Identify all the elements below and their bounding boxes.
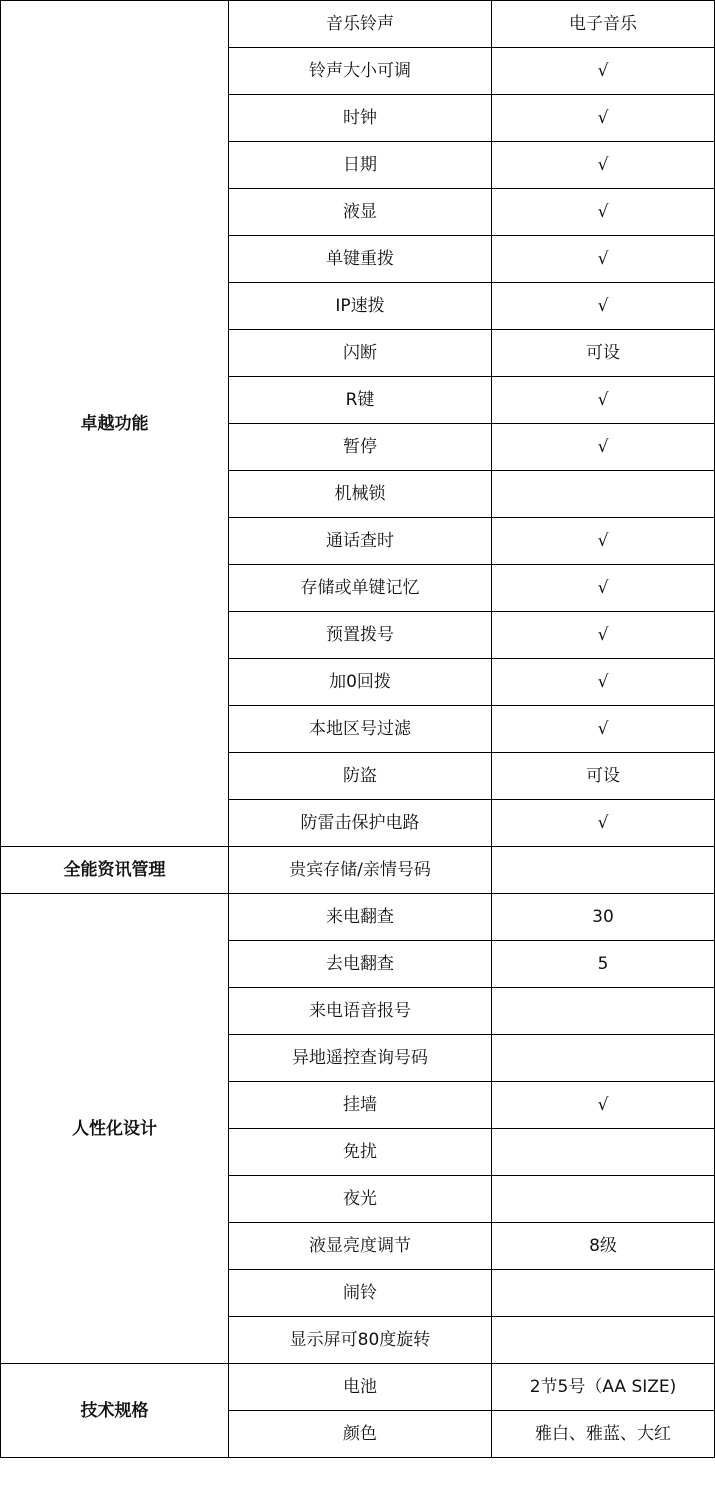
feature-cell: 显示屏可80度旋转 bbox=[229, 1317, 492, 1364]
feature-cell: 防盗 bbox=[229, 753, 492, 800]
feature-cell: 免扰 bbox=[229, 1129, 492, 1176]
spec-table-body bbox=[1, 1, 715, 1458]
feature-cell: 异地遥控查询号码 bbox=[229, 1035, 492, 1082]
feature-cell: 机械锁 bbox=[229, 471, 492, 518]
value-cell: 电子音乐 bbox=[492, 1, 715, 48]
table-row bbox=[1, 1364, 715, 1411]
feature-cell: 夜光 bbox=[229, 1176, 492, 1223]
value-cell: √ bbox=[492, 424, 715, 471]
category-cell: 人性化设计 bbox=[1, 894, 229, 1364]
value-cell bbox=[492, 1129, 715, 1176]
category-cell: 技术规格 bbox=[1, 1364, 229, 1458]
value-cell: √ bbox=[492, 95, 715, 142]
value-cell bbox=[492, 1035, 715, 1082]
value-cell: 30 bbox=[492, 894, 715, 941]
feature-cell: 来电翻查 bbox=[229, 894, 492, 941]
feature-cell: 时钟 bbox=[229, 95, 492, 142]
feature-cell: 音乐铃声 bbox=[229, 1, 492, 48]
value-cell: √ bbox=[492, 48, 715, 95]
value-cell bbox=[492, 1317, 715, 1364]
value-cell bbox=[492, 1176, 715, 1223]
category-cell: 卓越功能 bbox=[1, 1, 229, 847]
value-cell: √ bbox=[492, 377, 715, 424]
value-cell: √ bbox=[492, 800, 715, 847]
feature-cell: 存储或单键记忆 bbox=[229, 565, 492, 612]
value-cell bbox=[492, 847, 715, 894]
feature-cell: 闪断 bbox=[229, 330, 492, 377]
feature-cell: 通话查时 bbox=[229, 518, 492, 565]
category-cell: 全能资讯管理 bbox=[1, 847, 229, 894]
feature-cell: 电池 bbox=[229, 1364, 492, 1411]
feature-cell: 暂停 bbox=[229, 424, 492, 471]
value-cell: √ bbox=[492, 283, 715, 330]
value-cell: 5 bbox=[492, 941, 715, 988]
feature-cell: 去电翻查 bbox=[229, 941, 492, 988]
value-cell: 可设 bbox=[492, 753, 715, 800]
table-row bbox=[1, 1, 715, 48]
feature-cell: 液显亮度调节 bbox=[229, 1223, 492, 1270]
value-cell: 2节5号（AA SIZE) bbox=[492, 1364, 715, 1411]
feature-cell: 闹铃 bbox=[229, 1270, 492, 1317]
value-cell: 雅白、雅蓝、大红 bbox=[492, 1411, 715, 1458]
feature-cell: R键 bbox=[229, 377, 492, 424]
feature-cell: 液显 bbox=[229, 189, 492, 236]
value-cell bbox=[492, 1270, 715, 1317]
value-cell: √ bbox=[492, 518, 715, 565]
value-cell: √ bbox=[492, 1082, 715, 1129]
value-cell: √ bbox=[492, 189, 715, 236]
feature-cell: IP速拨 bbox=[229, 283, 492, 330]
value-cell: √ bbox=[492, 706, 715, 753]
value-cell: 8级 bbox=[492, 1223, 715, 1270]
value-cell bbox=[492, 471, 715, 518]
feature-cell: 防雷击保护电路 bbox=[229, 800, 492, 847]
value-cell: √ bbox=[492, 612, 715, 659]
feature-cell: 贵宾存储/亲情号码 bbox=[229, 847, 492, 894]
table-row bbox=[1, 847, 715, 894]
value-cell: 可设 bbox=[492, 330, 715, 377]
value-cell: √ bbox=[492, 659, 715, 706]
value-cell: √ bbox=[492, 142, 715, 189]
feature-cell: 本地区号过滤 bbox=[229, 706, 492, 753]
feature-cell: 预置拨号 bbox=[229, 612, 492, 659]
feature-cell: 单键重拨 bbox=[229, 236, 492, 283]
feature-cell: 日期 bbox=[229, 142, 492, 189]
feature-cell: 颜色 bbox=[229, 1411, 492, 1458]
table-row bbox=[1, 894, 715, 941]
value-cell: √ bbox=[492, 565, 715, 612]
value-cell: √ bbox=[492, 236, 715, 283]
value-cell bbox=[492, 988, 715, 1035]
feature-cell: 加0回拨 bbox=[229, 659, 492, 706]
feature-cell: 来电语音报号 bbox=[229, 988, 492, 1035]
feature-cell: 铃声大小可调 bbox=[229, 48, 492, 95]
feature-cell: 挂墙 bbox=[229, 1082, 492, 1129]
